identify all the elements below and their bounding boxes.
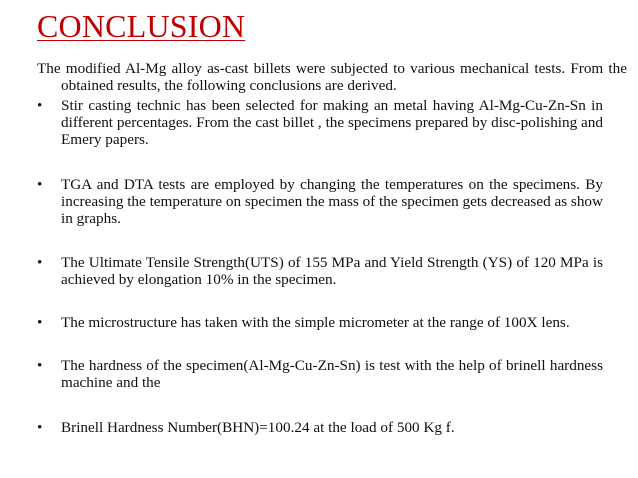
list-item	[37, 357, 603, 391]
list-item-text: Stir casting technic has been selected for making an metal having Al-Mg-Cu-Zn-Sn in different percentages. From the cast billet , the specimens prepared by disc-polishing and Emery papers.	[61, 97, 603, 148]
list-item-text: Brinell Hardness Number(BHN)=100.24 at the load of 500 Kg f.	[61, 419, 455, 436]
bullet-icon: •	[37, 419, 43, 436]
conclusion-list	[37, 97, 603, 436]
bullet-icon: •	[37, 254, 43, 271]
list-item	[37, 97, 603, 148]
list-item	[37, 314, 603, 331]
list-item	[37, 176, 603, 227]
list-item	[37, 254, 603, 288]
slide-title: CONCLUSION	[37, 8, 246, 44]
intro-paragraph: The modified Al-Mg alloy as-cast billets were subjected to various mechanical tests. From the obtained results, the following conclusions are derived.	[37, 60, 627, 94]
list-item-text: The Ultimate Tensile Strength(UTS) of 155 MPa and Yield Strength (YS) of 120 MPa is achieved by elongation 10% in the specimen.	[61, 254, 603, 288]
bullet-icon: •	[37, 357, 43, 374]
list-item-text: The hardness of the specimen(Al-Mg-Cu-Zn-Sn) is test with the help of brinell hardness machine and the	[61, 357, 603, 391]
list-item-text: TGA and DTA tests are employed by changing the temperatures on the specimens. By increasing the temperature on specimen the mass of the specimen gets decreased as show in graphs.	[61, 176, 603, 227]
bullet-icon: •	[37, 97, 43, 114]
list-item	[37, 419, 603, 436]
bullet-icon: •	[37, 314, 43, 331]
list-item-text: The microstructure has taken with the simple micrometer at the range of 100X lens.	[61, 314, 570, 331]
bullet-icon: •	[37, 176, 43, 193]
